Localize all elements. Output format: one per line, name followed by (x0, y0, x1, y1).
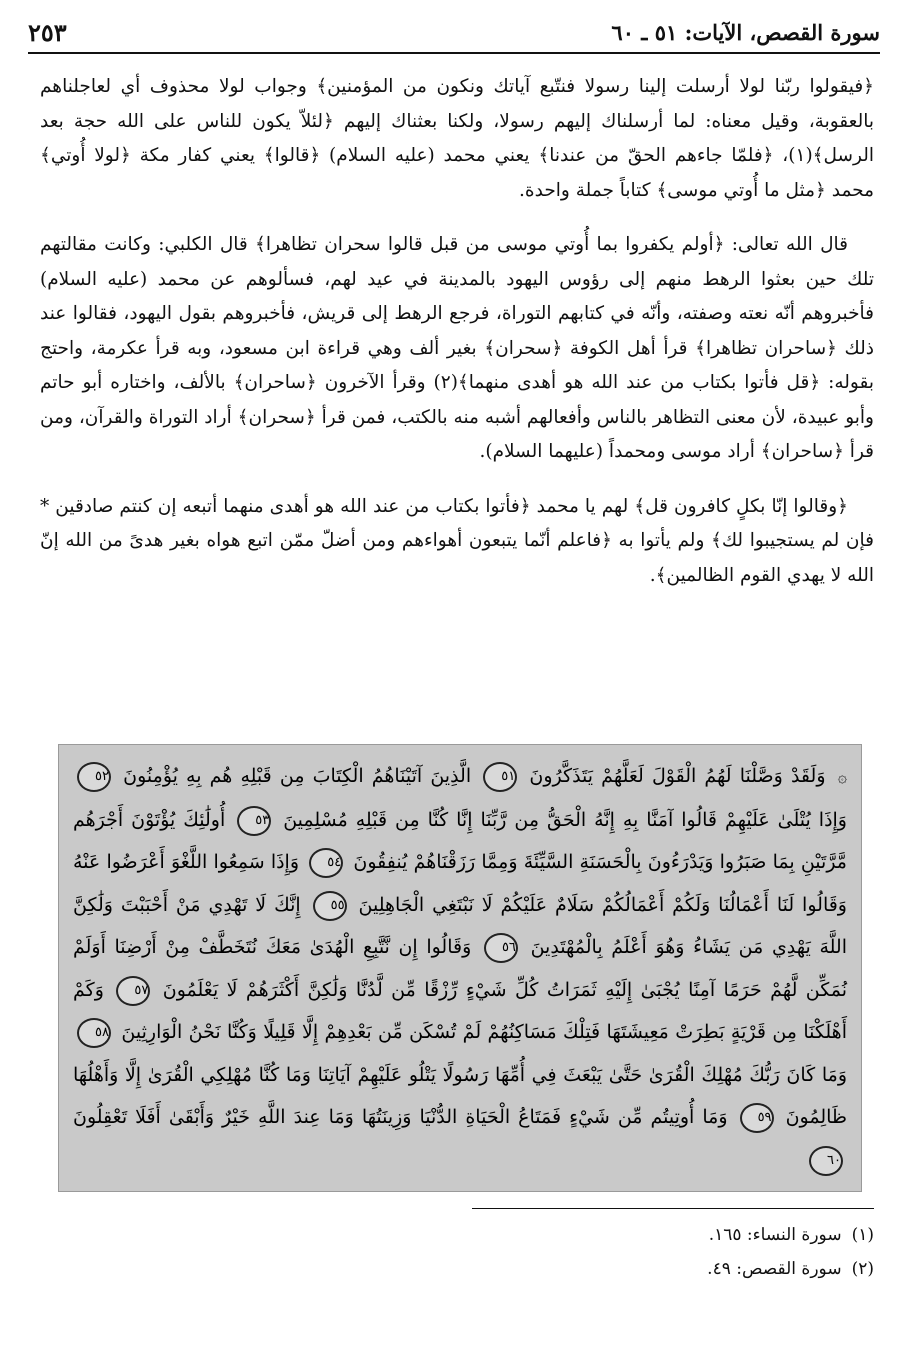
ayah-number-marker: ٥٣ (237, 806, 271, 836)
ayah-number-marker: ٥٢ (77, 762, 111, 792)
ayah-text: إِنَّكَ لَا تَهْدِي مَنْ أَحْبَبْتَ وَلَٰكِنَّ اللَّهَ يَهْدِي مَن يَشَاءُ وَهُوَ أَعْلَمُ بِالْمُهْتَدِينَ (73, 893, 848, 958)
footnote-number: (٢) (851, 1259, 874, 1279)
footnote-divider (472, 1208, 874, 1209)
ayah-text: وَلَقَدْ وَصَّلْنَا لَهُمُ الْقَوْلَ لَعَلَّهُمْ يَتَذَكَّرُونَ (529, 765, 826, 787)
ayah-text: وَإِذَا سَمِعُوا اللَّغْوَ أَعْرَضُوا عَنْهُ وَقَالُوا لَنَا أَعْمَالُنَا وَلَكُمْ أَعْمَالُكُمْ سَلَامٌ عَلَيْكُمْ لَا نَبْتَغِي الْجَاهِلِينَ (73, 851, 847, 916)
ayah-number-marker: ٥١ (483, 762, 517, 792)
paragraph-1: ﴿فيقولوا ربّنا لولا أرسلت إلينا رسولا فنتّبع آياتك ونكون من المؤمنين﴾ وجواب لولا محذوف أي لعاجلناهم بالعقوبة، وقيل معناه: لما أرسلناك إليهم رسولا، ولكنا بعثناك إليهم ﴿لئلاّ يكون للناس على الله حجة بعد الرسل﴾(١)، ﴿فلمّا جاءهم الحقّ من عندنا﴾ يعني محمد (عليه السلام) ﴿قالوا﴾ يعني كفار مكة ﴿لولا أُوتي﴾ محمد ﴿مثل ما أُوتي موسى﴾ كتاباً جملة واحدة. (40, 76, 874, 201)
running-title: سورة القصص، الآيات: ٥١ ـ ٦٠ (611, 19, 880, 45)
ayah-number-marker: ٥٦ (484, 933, 518, 963)
footnote (374, 1218, 874, 1252)
ayah-text: وَمَا كَانَ رَبُّكَ مُهْلِكَ الْقُرَىٰ حَتَّىٰ يَبْعَثَ فِي أُمِّهَا رَسُولًا يَتْلُو عَلَيْهِمْ آيَاتِنَا وَمَا كُنَّا مُهْلِكِي الْقُرَىٰ إِلَّا وَأَهْلُهَا ظَالِمُونَ (73, 1063, 848, 1128)
footnote (374, 1252, 874, 1286)
ayah-number-marker: ٥٥ (313, 891, 347, 921)
paragraph-2: قال الله تعالى: ﴿أولم يكفروا بما أُوتي موسى من قبل قالوا سحران تظاهرا﴾ قال الكلبي: وكانت مقالتهم تلك حين بعثوا الرهط منهم إلى رؤوس اليهود بالمدينة في عيد لهم، فسألوهم عن محمد (عليه السلام) فأخبروهم أنّه نعته وصفته، وأنّه في كتابهم التوراة، فرجع الرهط إلى قريش، فأخبروهم بقول اليهود، فقالوا عند ذلك ﴿ساحران تظاهرا﴾ قرأ أهل الكوفة ﴿سحران﴾ بغير ألف وهي قراءة ابن مسعود، وبه قرأ عكرمة، واحتج بقوله: ﴿قل فأتوا بكتاب من عند الله هو أهدى منهما﴾(٢) وقرأ الآخرون ﴿ساحران﴾ بالألف، واختاره أبو حاتم وأبو عبيدة، لأن معنى التظاهر بالناس وأفعالهم أشبه منه بالكتب، فمن قرأ ﴿سحران﴾ أراد التوراة والقرآن، ومن قرأ ﴿ساحران﴾ أراد موسى ومحمداً (عليهما السلام). (40, 234, 874, 462)
footnotes (374, 1218, 874, 1286)
quran-verses-box (58, 744, 862, 1192)
ayah-text: الَّذِينَ آتَيْنَاهُمُ الْكِتَابَ مِن قَبْلِهِ هُم بِهِ يُؤْمِنُونَ (123, 765, 472, 787)
page-number: ٢٥٣ (28, 17, 67, 47)
ayah-number-marker: ٥٧ (116, 976, 150, 1006)
ayah-number-marker: ٥٨ (77, 1018, 111, 1048)
ayah-text: وَقَالُوا إِن نَّتَّبِعِ الْهُدَىٰ مَعَكَ نُتَخَطَّفْ مِنْ أَرْضِنَا أَوَلَمْ نُمَكِّن لَّهُمْ حَرَمًا آمِنًا يُجْبَىٰ إِلَيْهِ ثَمَرَاتُ كُلِّ شَيْءٍ رِّزْقًا مِّن لَّدُنَّا وَلَٰكِنَّ أَكْثَرَهُمْ لَا يَعْلَمُونَ (73, 936, 848, 1001)
rub-el-hizb-icon: ۞ (837, 767, 848, 786)
ayah-number-marker: ٦٠ (809, 1146, 843, 1176)
ayah-text: أُولَٰئِكَ يُؤْتَوْنَ أَجْرَهُم مَّرَّتَيْنِ بِمَا صَبَرُوا وَيَدْرَءُونَ بِالْحَسَنَةِ السَّيِّئَةَ وَمِمَّا رَزَقْنَاهُمْ يُنفِقُونَ (73, 808, 847, 873)
page-header (28, 12, 880, 54)
ayah-number-marker: ٥٤ (309, 848, 343, 878)
commentary-body (40, 70, 874, 593)
quran-verses-text (73, 755, 847, 1181)
ayah-text: وَمَا أُوتِيتُم مِّن شَيْءٍ فَمَتَاعُ الْحَيَاةِ الدُّنْيَا وَزِينَتُهَا وَمَا عِندَ اللَّهِ خَيْرٌ وَأَبْقَىٰ أَفَلَا تَعْقِلُونَ (73, 1106, 728, 1128)
ayah-number-marker: ٥٩ (740, 1103, 774, 1133)
paragraph-3: ﴿وقالوا إنّا بكلٍ كافرون قل﴾ لهم يا محمد ﴿فأتوا بكتاب من عند الله هو أهدى منهما أتبعه إن كنتم صادقين * فإن لم يستجيبوا لك﴾ ولم يأتوا به ﴿فاعلم أنّما يتبعون أهواءهم ومن أضلّ ممّن اتبع هواه بغير هدىً من الله إنّ الله لا يهدي القوم الظالمين﴾. (40, 495, 874, 586)
footnote-number: (١) (851, 1225, 874, 1245)
footnote-text: سورة القصص: ٤٩. (707, 1259, 842, 1279)
ayah-text: وَكَمْ أَهْلَكْنَا مِن قَرْيَةٍ بَطِرَتْ مَعِيشَتَهَا فَتِلْكَ مَسَاكِنُهُمْ لَمْ تُسْكَن مِّن بَعْدِهِمْ إِلَّا قَلِيلًا وَكُنَّا نَحْنُ الْوَارِثِينَ (73, 978, 847, 1043)
ayah-text: وَإِذَا يُتْلَىٰ عَلَيْهِمْ قَالُوا آمَنَّا بِهِ إِنَّهُ الْحَقُّ مِن رَّبِّنَا إِنَّا كُنَّا مِن قَبْلِهِ مُسْلِمِينَ (283, 808, 847, 831)
footnote-text: سورة النساء: ١٦٥. (708, 1225, 842, 1245)
